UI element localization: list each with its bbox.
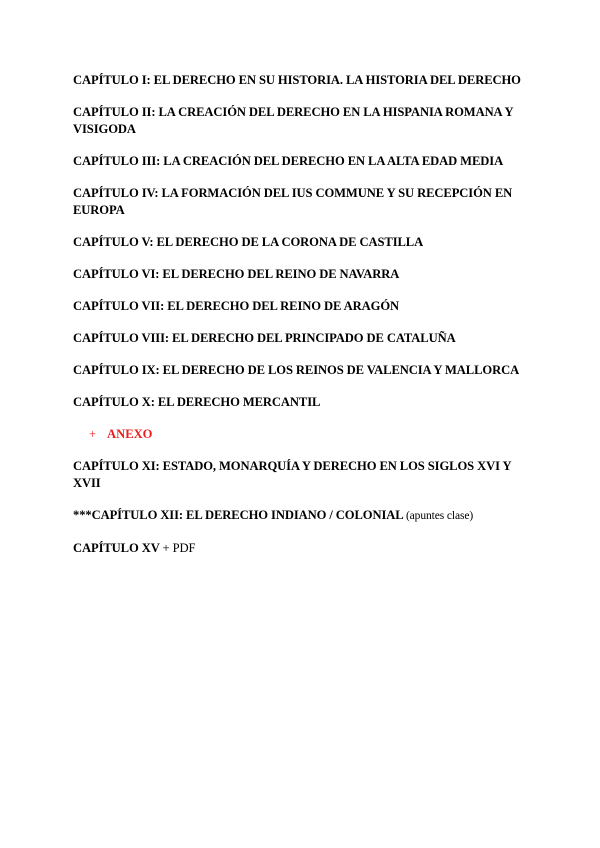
chapter-item: CAPÍTULO X: EL DERECHO MERCANTIL <box>73 395 321 409</box>
chapter-item: CAPÍTULO II: LA CREACIÓN DEL DERECHO EN LA HISPANIA ROMANA Y VISIGODA <box>73 105 513 136</box>
chapter-list <box>73 72 533 572</box>
chapter-item: CAPÍTULO III: LA CREACIÓN DEL DERECHO EN LA ALTA EDAD MEDIA <box>73 154 504 168</box>
chapter-item: CAPÍTULO XI: ESTADO, MONARQUÍA Y DERECHO EN LOS SIGLOS XVI Y XVII <box>73 459 511 490</box>
chapter-item: CAPÍTULO V: EL DERECHO DE LA CORONA DE CASTILLA <box>73 235 424 249</box>
chapter-item: CAPÍTULO VIII: EL DERECHO DEL PRINCIPADO DE CATALUÑA <box>73 331 456 345</box>
chapter-item: CAPÍTULO VI: EL DERECHO DEL REINO DE NAVARRA <box>73 267 400 281</box>
chapter-item-xv <box>73 540 533 557</box>
annex-item[interactable] <box>73 426 533 443</box>
chapter-xv-title: CAPÍTULO XV <box>73 541 160 555</box>
annex-label: ANEXO <box>107 427 153 441</box>
chapter-item: CAPÍTULO VII: EL DERECHO DEL REINO DE ARAGÓN <box>73 299 400 313</box>
chapter-xii-title: ***CAPÍTULO XII: EL DERECHO INDIANO / COLONIAL <box>73 508 403 522</box>
chapter-item: CAPÍTULO IV: LA FORMACIÓN DEL IUS COMMUNE Y SU RECEPCIÓN EN EUROPA <box>73 186 513 217</box>
chapter-item-xii <box>73 507 533 525</box>
chapter-xii-note: (apuntes clase) <box>405 510 474 522</box>
chapter-item: CAPÍTULO I: EL DERECHO EN SU HISTORIA. LA HISTORIA DEL DERECHO <box>73 73 521 87</box>
chapter-item: CAPÍTULO IX: EL DERECHO DE LOS REINOS DE VALENCIA Y MALLORCA <box>73 363 520 377</box>
chapter-xv-suffix: + PDF <box>162 541 196 555</box>
plus-bullet-icon: + <box>89 427 97 441</box>
